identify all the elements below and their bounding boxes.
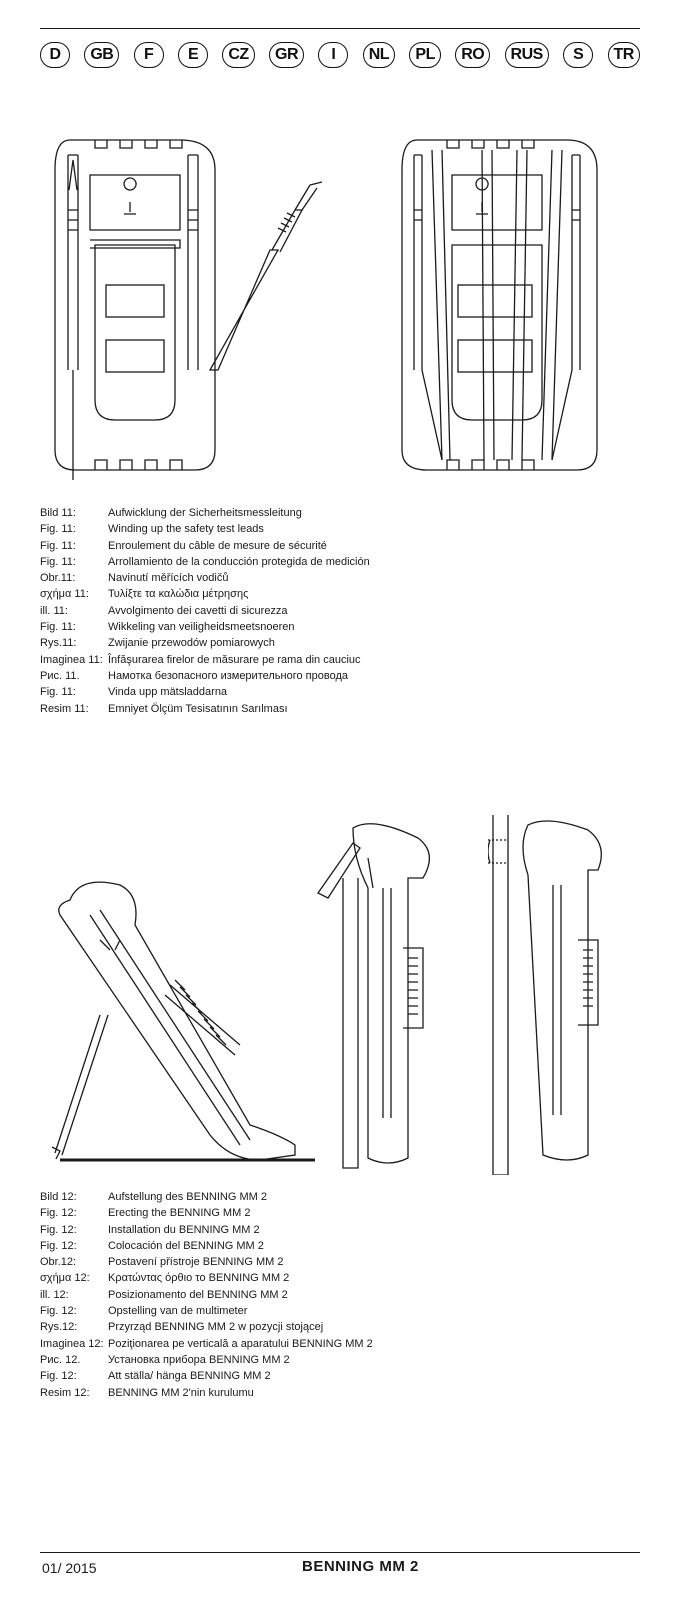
caption-text: Colocación del BENNING MM 2 <box>108 1239 264 1252</box>
footer-rule <box>40 1552 640 1553</box>
caption-text: Installation du BENNING MM 2 <box>108 1223 260 1236</box>
language-badge-rus: RUS <box>505 42 549 68</box>
caption-text: Navinutí měřících vodičů <box>108 572 229 585</box>
caption-label: Obr.11: <box>40 572 76 585</box>
caption-line <box>40 570 640 586</box>
caption-label: Fig. 11: <box>40 686 76 699</box>
figure-12-captions <box>40 1189 640 1401</box>
footer-product-name: BENNING MM 2 <box>302 1558 419 1575</box>
language-badge-d: D <box>40 42 70 68</box>
caption-label: Fig. 12: <box>40 1223 77 1236</box>
caption-text: Arrollamiento de la conducción protegida de medición <box>108 555 370 568</box>
caption-label: Resim 12: <box>40 1386 90 1399</box>
caption-label: Fig. 11: <box>40 539 76 552</box>
caption-label: Bild 11: <box>40 507 76 519</box>
caption-line <box>40 1270 640 1286</box>
caption-label: σχήμα 11: <box>40 588 89 601</box>
caption-label: Imaginea 12: <box>40 1337 104 1350</box>
figure-11-meter-with-lead <box>40 130 340 480</box>
caption-label: Fig. 11: <box>40 621 76 634</box>
caption-label: Рис. 12. <box>40 1353 81 1366</box>
caption-text: Τυλίξτε τα καλώδια μέτρησης <box>108 588 249 601</box>
caption-label: σχήμα 12: <box>40 1272 90 1285</box>
caption-text: Wikkeling van veiligheidsmeetsnoeren <box>108 621 295 634</box>
caption-text: BENNING MM 2'nin kurulumu <box>108 1386 254 1399</box>
caption-text: Enroulement du câble de mesure de sécurité <box>108 539 327 552</box>
language-badge-cz: CZ <box>222 42 254 68</box>
caption-line <box>40 505 640 521</box>
caption-line <box>40 554 640 570</box>
caption-text: Κρατώντας όρθιο το BENNING MM 2 <box>108 1272 290 1285</box>
caption-line <box>40 1287 640 1303</box>
language-badge-e: E <box>178 42 208 68</box>
caption-text: Postavení přístroje BENNING MM 2 <box>108 1256 284 1269</box>
caption-label: Obr.12: <box>40 1256 77 1269</box>
caption-line <box>40 619 640 635</box>
header-rule <box>40 28 640 29</box>
caption-line <box>40 603 640 619</box>
caption-text: Zwijanie przewodów pomiarowych <box>108 637 275 650</box>
caption-label: Рис. 11. <box>40 669 80 682</box>
caption-line <box>40 1319 640 1335</box>
language-badge-f: F <box>134 42 164 68</box>
language-badge-gr: GR <box>269 42 304 68</box>
caption-text: Poziţionarea pe verticală a aparatului BENNING MM 2 <box>108 1337 373 1350</box>
caption-text: Przyrząd BENNING MM 2 w pozycji stojącej <box>108 1321 324 1334</box>
caption-text: Înfăşurarea firelor de măsurare pe rama din cauciuc <box>108 653 361 666</box>
caption-text: Att ställa/ hänga BENNING MM 2 <box>108 1370 271 1383</box>
caption-line <box>40 652 640 668</box>
figure-11-captions <box>40 505 640 717</box>
caption-text: Aufstellung des BENNING MM 2 <box>108 1191 267 1203</box>
language-badge-nl: NL <box>363 42 395 68</box>
caption-line <box>40 668 640 684</box>
language-badge-tr: TR <box>608 42 640 68</box>
caption-label: Fig. 12: <box>40 1207 77 1220</box>
language-bar <box>40 40 640 70</box>
caption-label: ill. 11: <box>40 604 68 617</box>
caption-label: Bild 12: <box>40 1191 77 1203</box>
caption-line <box>40 1189 640 1205</box>
caption-line <box>40 1385 640 1401</box>
caption-label: Rys.12: <box>40 1321 78 1334</box>
caption-text: Opstelling van de multimeter <box>108 1305 248 1318</box>
figure-12-meter-on-stand <box>40 855 315 1175</box>
caption-line <box>40 701 640 717</box>
caption-label: Imaginea 11: <box>40 653 103 666</box>
language-badge-s: S <box>563 42 593 68</box>
caption-line <box>40 1303 640 1319</box>
language-badge-ro: RO <box>455 42 490 68</box>
caption-label: Fig. 11: <box>40 523 76 536</box>
caption-line <box>40 1254 640 1270</box>
caption-line <box>40 1352 640 1368</box>
caption-line <box>40 586 640 602</box>
caption-line <box>40 1205 640 1221</box>
caption-text: Winding up the safety test leads <box>108 523 264 536</box>
caption-line <box>40 538 640 554</box>
caption-line <box>40 684 640 700</box>
caption-line <box>40 1368 640 1384</box>
figure-12-hanging-view <box>488 815 618 1175</box>
language-badge-pl: PL <box>409 42 440 68</box>
caption-line <box>40 521 640 537</box>
caption-text: Avvolgimento dei cavetti di sicurezza <box>108 604 288 617</box>
caption-line <box>40 1222 640 1238</box>
caption-line <box>40 1238 640 1254</box>
caption-label: Fig. 12: <box>40 1370 77 1383</box>
caption-label: Fig. 12: <box>40 1305 77 1318</box>
caption-line <box>40 635 640 651</box>
figure-12-side-view-stand <box>313 818 448 1173</box>
caption-text: Emniyet Ölçüm Tesisatının Sarılması <box>108 702 288 715</box>
caption-text: Posizionamento del BENNING MM 2 <box>108 1288 288 1301</box>
caption-text: Vinda upp mätsladdarna <box>108 686 228 699</box>
language-badge-gb: GB <box>84 42 119 68</box>
caption-label: Rys.11: <box>40 637 77 650</box>
language-badge-i: I <box>318 42 348 68</box>
caption-text: Aufwicklung der Sicherheitsmessleitung <box>108 507 302 519</box>
caption-label: ill. 12: <box>40 1288 69 1301</box>
caption-label: Resim 11: <box>40 702 89 715</box>
figure-11-meter-wrapped <box>392 130 622 480</box>
caption-text: Намотка безопасного измерительного провода <box>108 669 348 682</box>
footer-date: 01/ 2015 <box>42 1560 97 1576</box>
caption-text: Erecting the BENNING MM 2 <box>108 1207 251 1220</box>
caption-line <box>40 1336 640 1352</box>
footer <box>40 1558 640 1578</box>
caption-label: Fig. 11: <box>40 555 76 568</box>
caption-text: Установка прибора BENNING MM 2 <box>108 1353 290 1366</box>
caption-label: Fig. 12: <box>40 1239 77 1252</box>
